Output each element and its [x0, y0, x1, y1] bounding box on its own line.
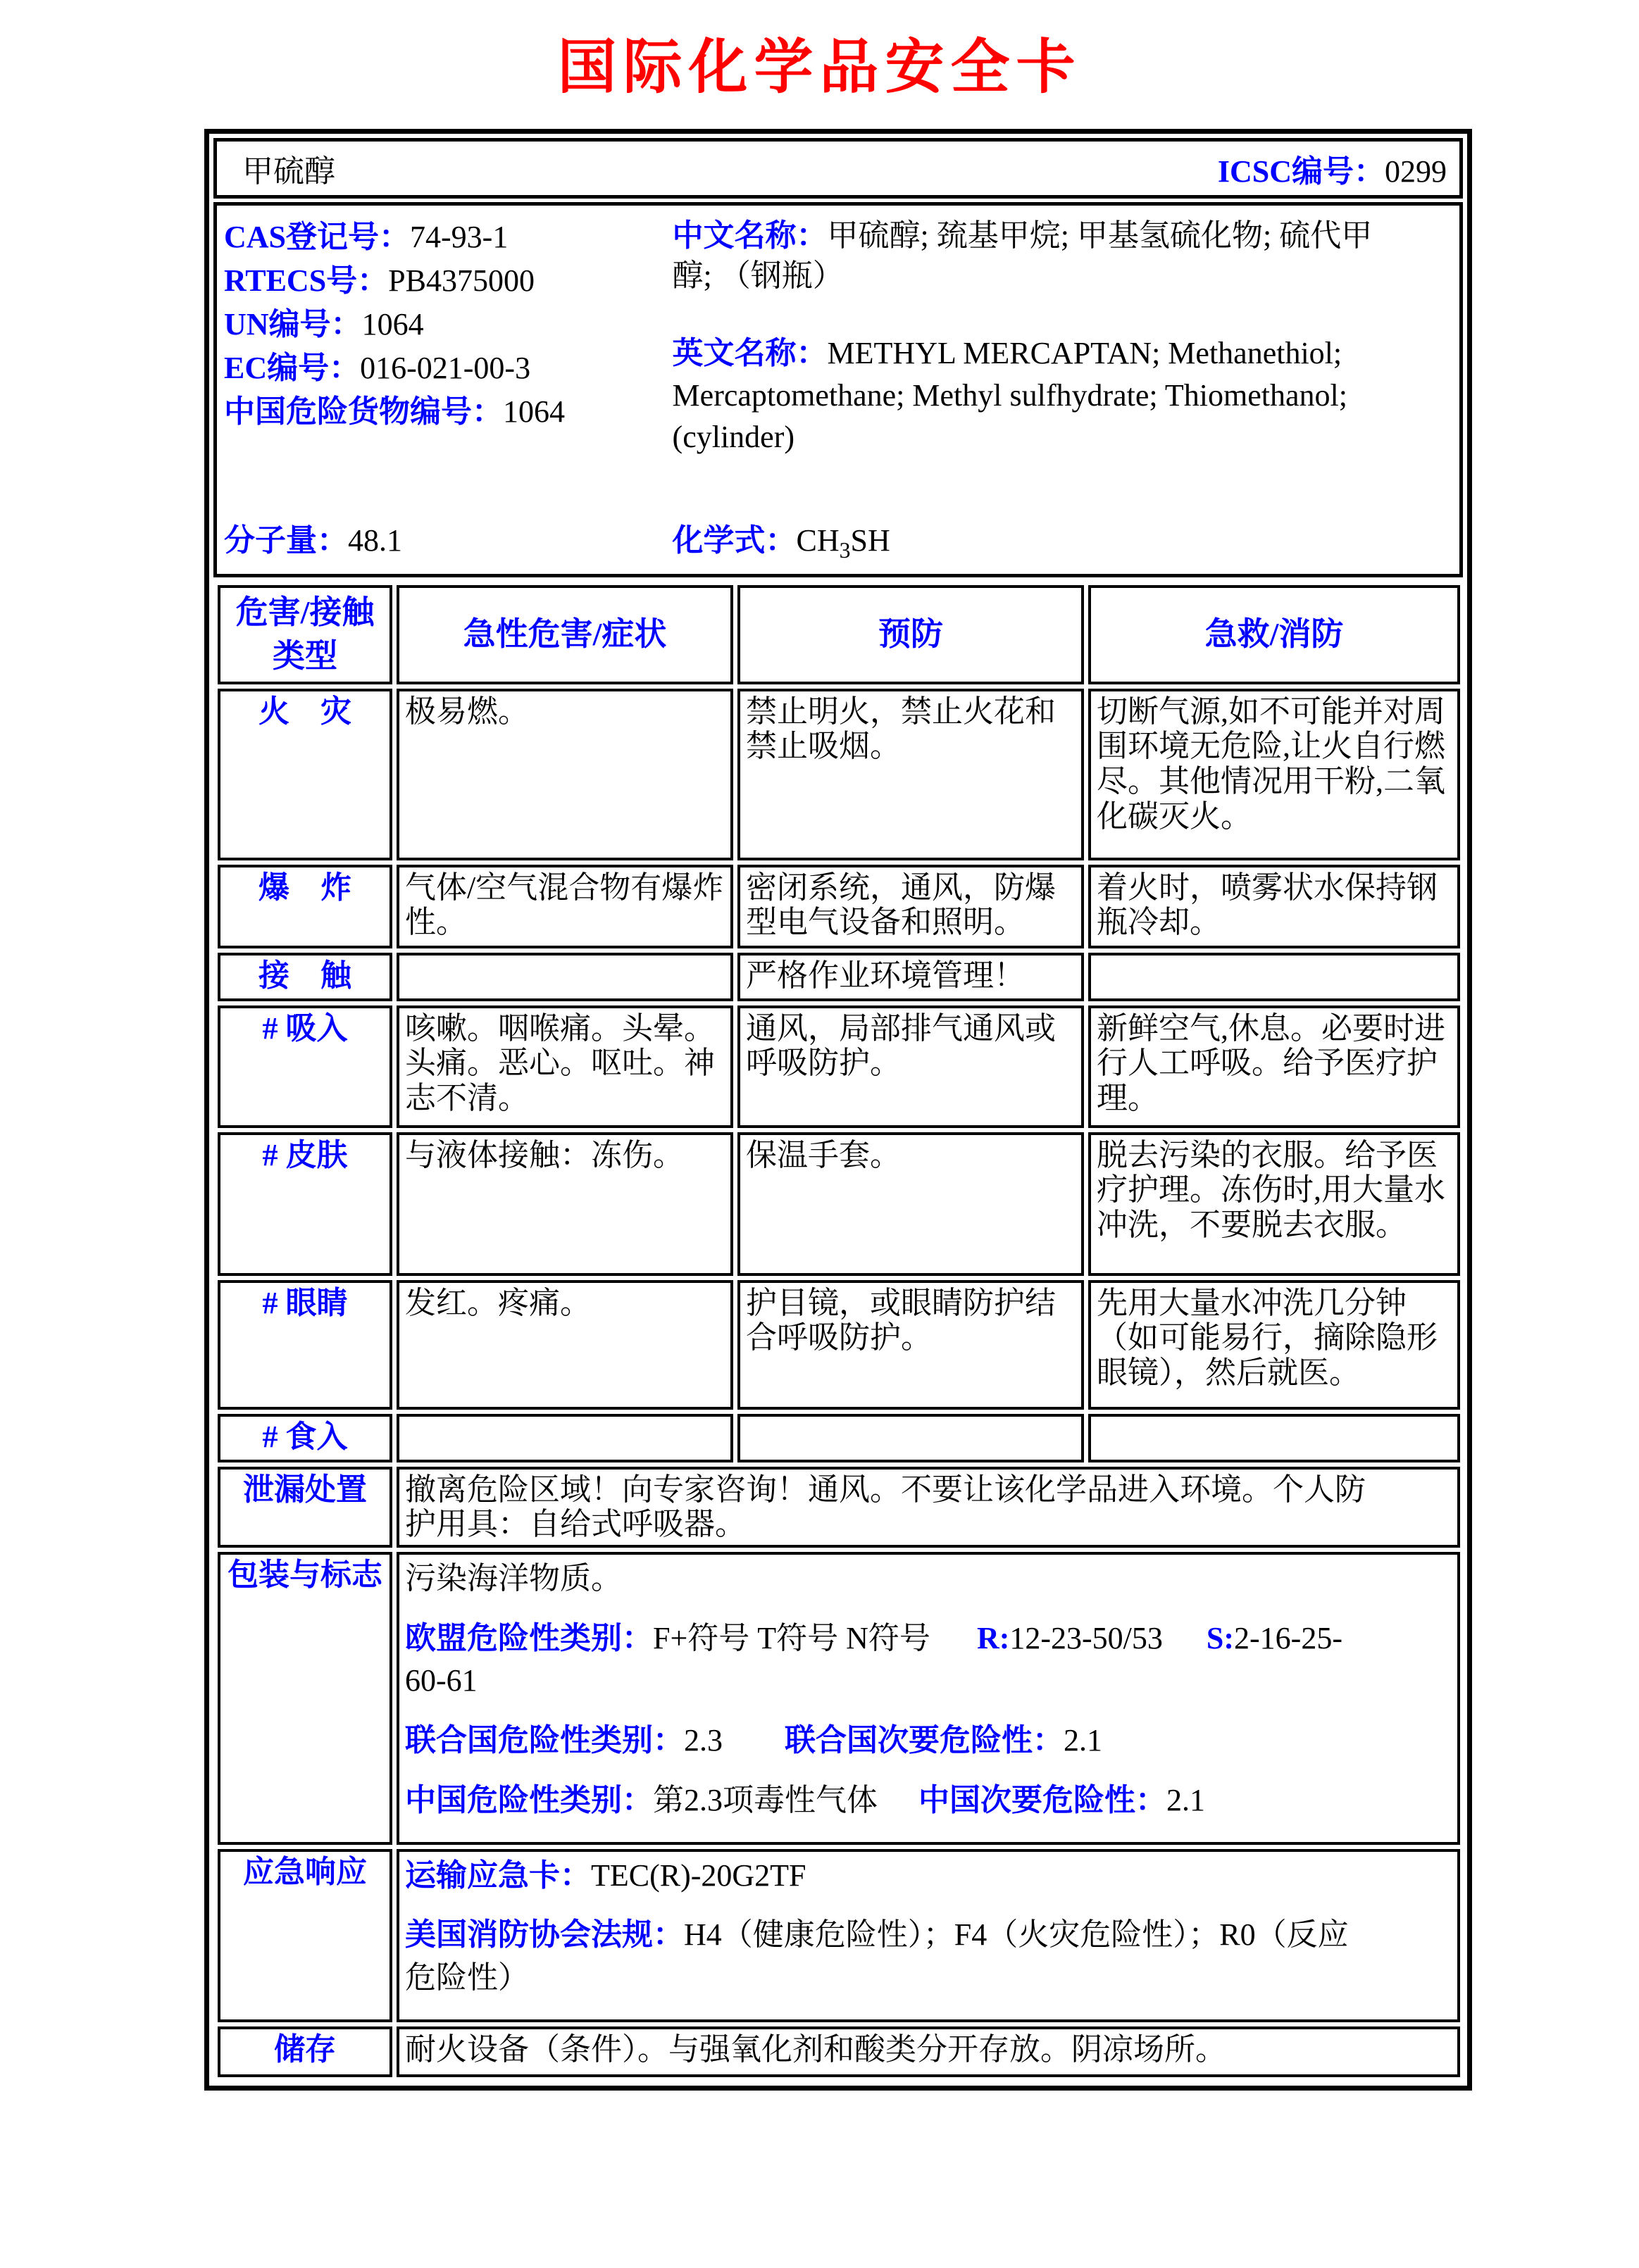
molecular-weight: [224, 515, 673, 563]
header-hazard-type: 危害/接触类型: [218, 585, 392, 684]
nfpa-line: [405, 1914, 1371, 1999]
eyes-prevention: 护目镜，或眼睛防护结合呼吸防护。: [737, 1280, 1084, 1410]
eu-class-label: 欧盟危险性类别：: [405, 1620, 653, 1655]
nfpa-label: 美国消防协会法规：: [405, 1917, 684, 1953]
cn-subrisk-label: 中国次要危险性：: [918, 1782, 1166, 1817]
r-phrases-value: 12-23-50/53: [1009, 1620, 1163, 1655]
skin-row: [218, 1132, 1460, 1276]
safety-card: [204, 129, 1472, 2091]
eyes-symptoms: 发红。疼痛。: [397, 1280, 733, 1410]
english-name-row: [673, 332, 1385, 458]
skin-symptoms: 与液体接触：冻伤。: [397, 1132, 733, 1276]
un-class-label: 联合国危险性类别：: [405, 1723, 684, 1758]
identifier-section: [213, 202, 1463, 577]
cn-class-value: 第2.3项毒性气体: [653, 1782, 878, 1817]
page-title: 国际化学品安全卡: [557, 35, 1082, 101]
marine-pollutant-note: 污染海洋物质。: [405, 1560, 622, 1596]
english-name-value: METHYL MERCAPTAN; Methanethiol; Mercaptomethane; Methyl sulfhydrate; Thiomethanol; (cylinder): [672, 336, 1347, 455]
spillage-row: [218, 1467, 1460, 1548]
ingestion-response: [1088, 1414, 1460, 1462]
packaging-text-cell: [397, 1552, 1460, 1845]
inhalation-symptoms: 咳嗽。咽喉痛。头晕。头痛。恶心。呕吐。神志不清。: [397, 1005, 733, 1128]
emergency-response-label: 应急响应: [218, 1849, 392, 2022]
storage-label: 储存: [218, 2026, 392, 2077]
chemical-formula-value: [796, 522, 890, 563]
un-subrisk-value: 2.1: [1064, 1723, 1102, 1758]
fire-label: 火 灾: [218, 689, 392, 860]
spillage-label: 泄漏处置: [218, 1467, 392, 1548]
ec-number-label: EC编号：: [224, 351, 361, 386]
fire-symptoms: 极易燃。: [397, 689, 733, 860]
eyes-label: # 眼睛: [218, 1280, 392, 1410]
exposure-response: [1088, 953, 1460, 1001]
card-header-section: [213, 138, 1463, 199]
exposure-prevention: 严格作业环境管理！: [737, 953, 1084, 1001]
header-first-aid: 急救/消防: [1088, 585, 1460, 684]
hazard-table-header-row: [218, 585, 1460, 684]
eyes-response: 先用大量水冲洗几分钟（如可能易行，摘除隐形眼镜），然后就医。: [1088, 1280, 1460, 1410]
molecular-weight-label: 分子量：: [224, 522, 348, 558]
ingestion-symptoms: [397, 1414, 733, 1462]
icsc-number-group: [1218, 146, 1447, 191]
cas-number-label: CAS登记号：: [224, 220, 411, 254]
chemical-formula-label: 化学式：: [672, 522, 797, 558]
explosion-label: 爆 炸: [218, 865, 392, 948]
cas-number-value: 74-93-1: [410, 220, 509, 254]
tec-card-line: [405, 1855, 1371, 1898]
chinese-name-label: 中文名称：: [672, 218, 828, 253]
eu-classification-line: [405, 1617, 1371, 1703]
inhalation-row: [218, 1005, 1460, 1128]
molecular-info-row: [224, 515, 1452, 563]
storage-text: 耐火设备（条件）。与强氧化剂和酸类分开存放。阴凉场所。: [405, 2031, 1226, 2067]
un-class-value: 2.3: [684, 1723, 723, 1758]
s-phrases-value: 2-16-25-60-61: [405, 1620, 1342, 1698]
substance-name: 甲硫醇: [242, 154, 335, 189]
un-classification-line: [405, 1719, 1371, 1762]
chemical-formula: [673, 515, 1452, 563]
cn-subrisk-value: 2.1: [1166, 1782, 1205, 1817]
fire-row: [218, 689, 1460, 860]
explosion-row: [218, 865, 1460, 948]
un-number-label: UN编号：: [224, 307, 362, 342]
molecular-weight-value: 48.1: [348, 522, 402, 558]
tec-card-value: TEC(R)-20G2TF: [591, 1857, 806, 1893]
explosion-prevention: 密闭系统，通风，防爆型电气设备和照明。: [737, 865, 1084, 948]
explosion-response: 着火时，喷雾状水保持钢瓶冷却。: [1088, 865, 1460, 948]
un-subrisk-label: 联合国次要危险性：: [785, 1723, 1064, 1758]
ec-number-value: 016-021-00-3: [360, 351, 531, 386]
nfpa-value: H4（健康危险性）；F4（火灾危险性）；R0（反应危险性）: [405, 1917, 1349, 1995]
eyes-row: [218, 1280, 1460, 1410]
chinese-name-row: [673, 215, 1385, 296]
ingestion-prevention: [737, 1414, 1084, 1462]
hazard-table: [213, 581, 1464, 2081]
packaging-label: 包装与标志: [218, 1552, 392, 1845]
emergency-response-row: [218, 1849, 1460, 2022]
china-dg-number-row: [224, 390, 673, 434]
china-dg-number-label: 中国危险货物编号：: [224, 394, 503, 430]
chinese-name-value: 甲硫醇; 巯基甲烷; 甲基氢硫化物; 硫代甲醇; （钢瓶）: [672, 218, 1373, 294]
exposure-row: [218, 953, 1460, 1001]
emergency-response-cell: [397, 1849, 1460, 2022]
icsc-number-label: ICSC编号：: [1217, 154, 1385, 189]
skin-label: # 皮肤: [218, 1132, 392, 1276]
header-acute-symptoms: 急性危害/症状: [397, 585, 733, 684]
cn-class-label: 中国危险性类别：: [405, 1782, 653, 1817]
fire-prevention: 禁止明火，禁止火花和禁止吸烟。: [737, 689, 1084, 860]
fire-response: 切断气源,如不可能并对周围环境无危险,让火自行燃尽。其他情况用干粉,二氧化碳灭火。: [1088, 689, 1460, 860]
inhalation-prevention: 通风，局部排气通风或呼吸防护。: [737, 1005, 1084, 1128]
cn-classification-line: [405, 1779, 1371, 1822]
skin-response: 脱去污染的衣服。给予医疗护理。冻伤时,用大量水冲洗，不要脱去衣服。: [1088, 1132, 1460, 1276]
rtecs-number-row: [224, 259, 673, 303]
packaging-row: [218, 1552, 1460, 1845]
spillage-text-cell: [397, 1467, 1460, 1548]
formula-suffix: SH: [850, 522, 890, 558]
exposure-symptoms: [397, 953, 733, 1001]
un-number-value: 1064: [361, 307, 424, 342]
s-phrases-label: S:: [1206, 1620, 1235, 1655]
exposure-label: 接 触: [218, 953, 392, 1001]
rtecs-number-value: PB4375000: [388, 263, 535, 299]
storage-row: [218, 2026, 1460, 2077]
un-number-row: [224, 303, 673, 346]
ec-number-row: [224, 346, 673, 390]
ingestion-label: # 食入: [218, 1414, 392, 1462]
storage-text-cell: [397, 2026, 1460, 2077]
china-dg-number-value: 1064: [503, 394, 565, 430]
formula-prefix: CH: [796, 522, 840, 558]
eu-class-value: F+符号 T符号 N符号: [653, 1620, 930, 1655]
formula-subscript: 3: [839, 537, 851, 563]
header-prevention: 预防: [737, 585, 1084, 684]
ingestion-row: [218, 1414, 1460, 1462]
rtecs-number-label: RTECS号：: [224, 263, 389, 299]
registry-numbers: [224, 215, 673, 458]
explosion-symptoms: 气体/空气混合物有爆炸性。: [397, 865, 733, 948]
skin-prevention: 保温手套。: [737, 1132, 1084, 1276]
inhalation-response: 新鲜空气,休息。必要时进行人工呼吸。给予医疗护理。: [1088, 1005, 1460, 1128]
english-name-label: 英文名称：: [672, 336, 828, 371]
spillage-text: 撤离危险区域！向专家咨询！通风。不要让该化学品进入环境。个人防护用具：自给式呼吸器。: [405, 1472, 1366, 1542]
r-phrases-label: R:: [976, 1620, 1010, 1655]
cas-number-row: [224, 215, 673, 259]
icsc-number-value: 0299: [1385, 154, 1447, 189]
inhalation-label: # 吸入: [218, 1005, 392, 1128]
chemical-names: [673, 215, 1452, 458]
tec-card-label: 运输应急卡：: [405, 1857, 591, 1893]
